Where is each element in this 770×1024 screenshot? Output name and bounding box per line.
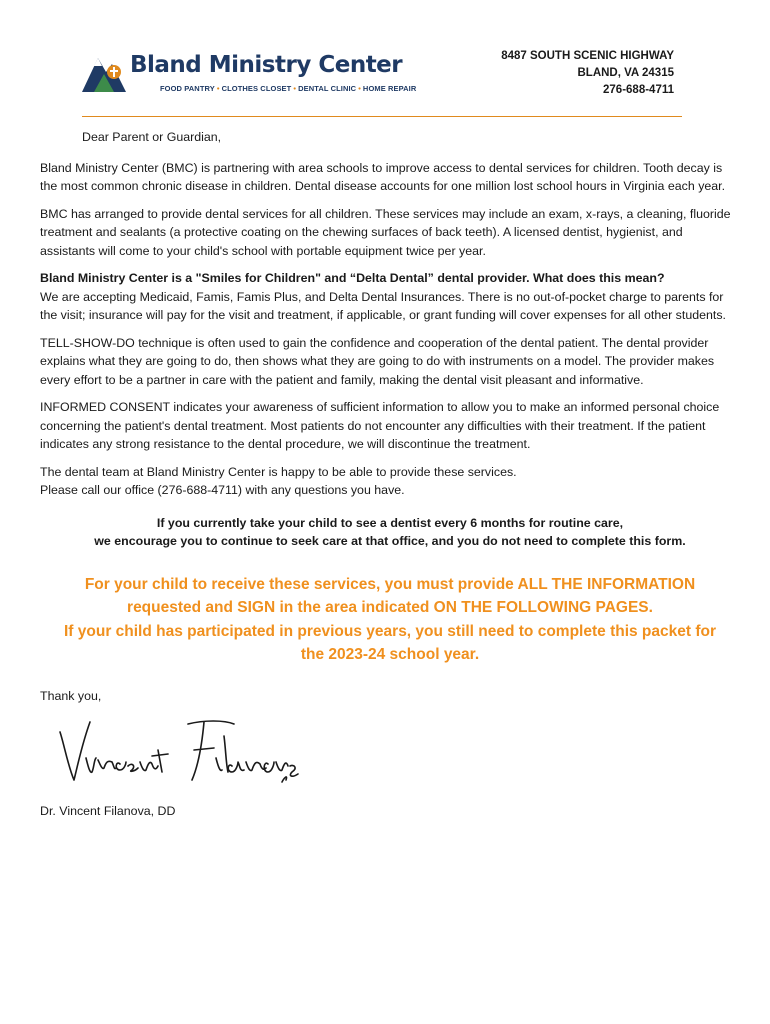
paragraph-contact (40, 463, 740, 500)
paragraph-informed-consent: INFORMED CONSENT indicates your awareness of sufficient information to allow you to make an informed personal choice concerning the patient's dental treatment. Most patients do not encounter any difficulties with their treatment. If the patient indicates any strong resistance to the dental procedure, we will discontinue the treatment. (40, 400, 720, 451)
requirement-notice (40, 573, 740, 667)
requirement-line-1: For your child to receive these services, you must provide ALL THE INFORMATION (84, 575, 696, 593)
address-city: BLAND, VA 24315 (577, 67, 674, 79)
signer-name: Dr. Vincent Filanova, DD (40, 804, 176, 818)
tagline-item: FOOD PANTRY (160, 84, 215, 93)
mountain-cross-icon (80, 48, 128, 96)
org-name: Bland Ministry Center (130, 52, 403, 78)
routine-care-note (40, 514, 740, 551)
paragraph-insurance (40, 269, 740, 325)
org-tagline: FOOD PANTRY • CLOTHES CLOSET • DENTAL CLINIC • HOME REPAIR (160, 84, 417, 93)
insurance-text: We are accepting Medicaid, Famis, Famis Plus, and Delta Dental Insurances. There is no out-of-pocket charge to parents for the visit; insurance will pay for the visit and treatment, if applicable, or grant funding will cover expenses for all other students. (40, 289, 726, 322)
org-logo (80, 48, 417, 98)
org-address (501, 48, 674, 99)
routine-care-line-2: we encourage you to continue to seek care at that office, and you do not need to complete this form. (94, 534, 686, 548)
paragraph-tell-show-do: TELL-SHOW-DO technique is often used to gain the confidence and cooperation of the dental patient. The dental provider explains what they are going to do, then shows what they are going to do with instruments on a model. The provider makes every effort to be a partner in care with the patient and family, making the dental visit pleasant and informative. (40, 335, 715, 387)
requirement-line-4: the 2023-24 school year. (300, 646, 480, 663)
requirement-line-3: If your child has participated in previous years, you still need to complete this packet for (63, 622, 717, 640)
contact-line-1: The dental team at Bland Ministry Center is happy to be able to provide these services. (40, 464, 517, 479)
closing: Thank you, (40, 688, 102, 703)
tagline-item: DENTAL CLINIC (298, 84, 357, 93)
letter-body (40, 128, 740, 830)
contact-line-2: Please call our office (276-688-4711) with any questions you have. (40, 483, 405, 497)
paragraph-services: BMC has arranged to provide dental services for all children. These services may include an exam, x-rays, a cleaning, fluoride treatment and sealants (a protective coating on the chewing surfaces of back teeth). A licensed dentist, hygienist, and assistants will come to your child's school with portable equipment twice per year. (40, 206, 731, 258)
address-street: 8487 SOUTH SCENIC HIGHWAY (501, 50, 674, 62)
letterhead (0, 0, 770, 125)
signature (54, 714, 740, 794)
routine-care-line-1: If you currently take your child to see a dentist every 6 months for routine care, (156, 515, 624, 530)
tagline-item: HOME REPAIR (362, 84, 417, 93)
requirement-line-2: requested and SIGN in the area indicated ON THE FOLLOWING PAGES. (127, 599, 653, 616)
header-divider (82, 116, 682, 117)
tagline-item: CLOTHES CLOSET (221, 84, 292, 93)
salutation: Dear Parent or Guardian, (82, 130, 222, 144)
address-phone: 276-688-4711 (603, 84, 674, 96)
insurance-heading: Bland Ministry Center is a "Smiles for Children" and “Delta Dental” dental provider. What does this mean? (40, 271, 665, 285)
paragraph-intro: Bland Ministry Center (BMC) is partnering with area schools to improve access to dental services for children. Tooth decay is the most common chronic disease in children. Dental disease accounts for one million lost school hours in Virginia each year. (40, 160, 726, 193)
handwritten-signature-icon (54, 714, 314, 794)
